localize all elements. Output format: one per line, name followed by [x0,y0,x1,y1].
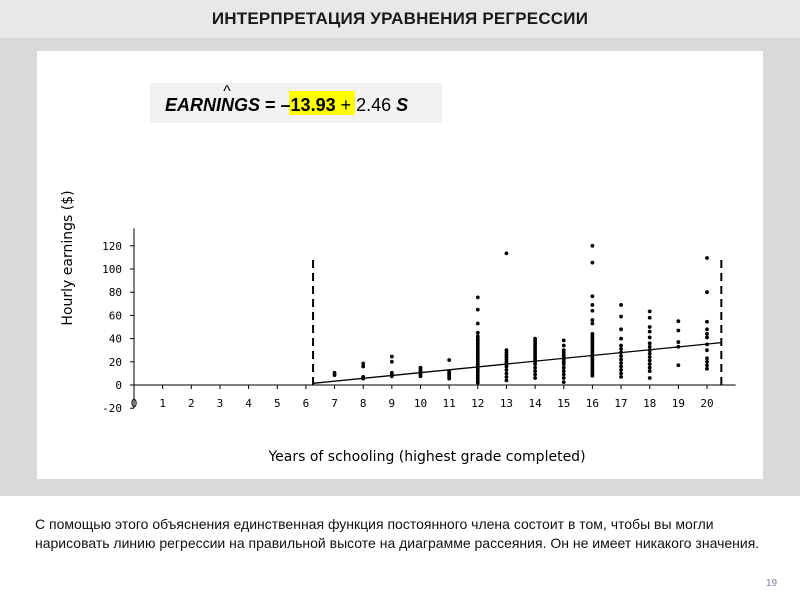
regression-layer [313,257,721,385]
x-tick-label: 10 [413,397,428,410]
data-point [619,344,623,348]
data-point [476,331,480,335]
data-point [705,363,709,367]
data-point [591,244,595,248]
x-tick-label: 17 [614,397,628,410]
data-point [676,329,680,333]
data-point [619,372,623,376]
data-point [619,347,623,351]
data-point [533,337,537,341]
x-tick-label: 6 [302,397,310,410]
x-tick-label: 19 [671,397,685,410]
x-tick-label: 5 [273,397,281,410]
regression-line [313,343,721,384]
data-point [476,322,480,326]
data-point [676,319,680,323]
data-point [705,356,709,360]
y-tick-label: 0 [115,379,122,392]
data-point [676,340,680,344]
data-point [619,327,623,331]
equation-var: S [396,95,409,115]
equation-text [165,95,408,115]
equation-lhs: EARNINGS [165,95,261,115]
data-point [648,359,652,363]
x-tick-label: 16 [585,397,600,410]
title-bar [0,0,800,39]
data-point [619,337,623,341]
data-point [562,373,566,377]
data-point [619,358,623,362]
x-tick-label: 13 [499,397,514,410]
data-point [648,316,652,320]
data-point [705,360,709,364]
x-tick-label: 11 [442,397,456,410]
data-point [648,309,652,313]
data-point [648,366,652,370]
data-point [648,330,652,334]
data-point [591,332,595,336]
x-tick-label: 9 [388,397,396,410]
data-point [619,361,623,365]
data-point [591,294,595,298]
data-point [648,352,652,356]
data-point [591,318,595,322]
x-tick-label: 3 [216,397,224,410]
data-point [648,376,652,380]
data-point [648,325,652,329]
data-point [390,360,394,364]
data-point [533,373,537,377]
data-point [648,341,652,345]
data-point [705,327,709,331]
data-point [705,367,709,371]
y-tick-label: -20 [102,402,122,416]
scatter-chart [37,51,763,479]
x-tick-label: 8 [359,397,367,410]
data-point [476,308,480,312]
data-points [333,244,709,385]
data-point [705,256,709,260]
data-point [533,376,537,380]
y-tick-label: 80 [108,286,122,300]
data-point [419,366,423,370]
x-tick-label: 4 [245,397,252,410]
equation-intercept: –13.93 [280,95,336,115]
data-point [619,315,623,319]
data-point [447,358,451,362]
axes [102,228,736,415]
x-tick-label: 14 [528,397,542,410]
data-point [705,348,709,352]
data-point [390,355,394,359]
data-point [476,334,480,338]
y-tick-label: 100 [102,263,122,276]
data-point [390,371,394,375]
data-point [705,336,709,340]
data-point [505,251,509,255]
data-point [476,296,480,300]
data-point [648,369,652,373]
data-point [562,348,566,352]
data-point [591,303,595,307]
data-point [619,375,623,379]
data-point [361,362,365,366]
data-point [533,369,537,373]
y-axis-label: Hourly earnings ($) [60,190,76,326]
x-axis-label: Years of schooling (highest grade completed) [268,449,586,465]
data-point [562,369,566,373]
data-point [705,290,709,294]
x-tick-label: 15 [557,397,571,410]
data-point [648,336,652,340]
data-point [505,375,509,379]
data-point [505,372,509,376]
data-point [705,332,709,336]
data-point [562,366,566,370]
data-point [591,261,595,265]
x-tick-label: 7 [331,397,338,410]
data-point [705,320,709,324]
data-point [533,366,537,370]
equation-hat: ^ [223,83,231,100]
y-tick-label: 20 [108,355,122,369]
data-point [648,362,652,366]
chart-frame [37,51,763,479]
data-point [676,363,680,367]
data-point [505,368,509,372]
data-point [562,338,566,342]
slide-title: ИНТЕРПРЕТАЦИЯ УРАВНЕНИЯ РЕГРЕССИИ [211,9,589,28]
data-point [562,344,566,348]
x-tick-label: 0 [130,397,138,410]
y-tick-label: 120 [102,239,122,253]
data-point [648,355,652,359]
data-point [619,303,623,307]
data-point [619,354,623,358]
caption-text: С помощью этого объяснения единственная функция постоянного члена состоит в том, чтобы вы могли нарисовать линию регрессии на правильной высоте на диаграмме рассеяния. Он не имеет никакого значения. [35,516,760,551]
data-point [562,376,566,380]
x-tick-label: 12 [471,397,485,410]
data-point [619,368,623,372]
page-number: 19 [766,578,778,589]
data-point [333,371,337,375]
data-point [505,378,509,382]
data-point [591,322,595,326]
x-tick-label: 1 [159,397,166,410]
x-tick-label: 2 [187,397,195,410]
data-point [619,365,623,369]
equation-box [150,83,442,123]
data-point [591,309,595,313]
equation-slope-term: + 2.46 [335,95,397,115]
equation-equals: = [260,95,281,115]
y-tick-label: 60 [108,309,122,323]
data-point [505,348,509,352]
x-tick-label: 18 [643,397,657,410]
data-point [562,380,566,384]
y-tick-label: 40 [108,332,122,346]
data-point [648,345,652,349]
x-tick-label: 20 [700,397,714,410]
